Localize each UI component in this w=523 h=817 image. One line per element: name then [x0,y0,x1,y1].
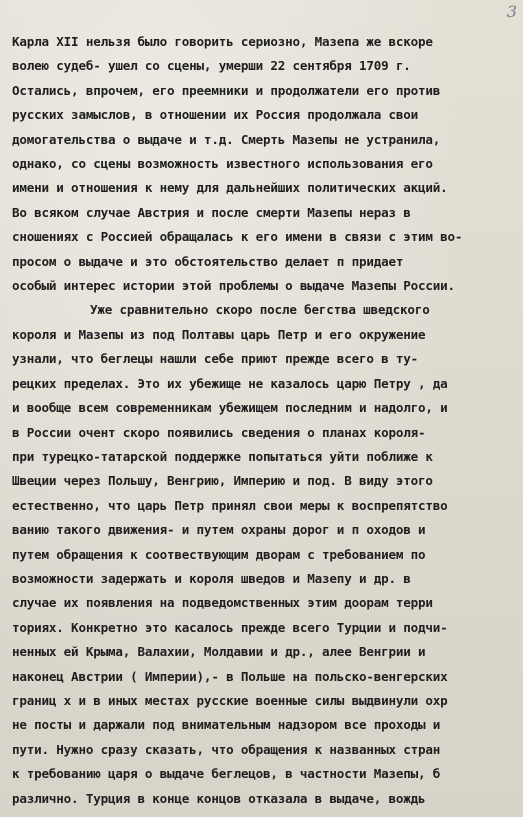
text-line: особый интерес истории этой проблемы о выдаче Мазепы России. [12,278,455,294]
text-line: границ х и в иных местах русские военные силы выдвинули охр [12,692,448,708]
text-line: путем обращения к соотвествующим дворам с требованием по [12,546,426,562]
text-line: ненных ей Крыма, Валахии, Молдавии и др., алее Венгрии и [12,644,426,660]
text-line: естественно, что царь Петр принял свои меры к воспрепятство [12,497,448,513]
text-line: не посты и даржали под внимательным надзором все проходы и [12,717,441,733]
text-line: пути. Нужно сразу сказать, что обращения к названных стран [12,741,441,757]
text-line: домогательства о выдаче и т.д. Смерть Мазепы не устранила, [12,131,441,147]
text-line: волею судеб- ушел со сцены, умерши 22 сентября 1709 г. [12,58,411,74]
text-line: возможности задержать и короля шведов и Мазепу и др. в [12,570,411,586]
text-line: короля и Мазепы из под Полтавы царь Петр и его окружение [12,326,426,342]
text-line: однако, со сцены возможность известного использования его [12,156,433,172]
text-line: наконец Австрии ( Империи),- в Польше на польско-венгерских [12,668,448,684]
text-line: к требованию царя о выдаче беглецов, в частности Мазепы, б [12,766,441,782]
text-line: сношениях с Россией обращалась к его имени в связи с этим во- [12,229,463,245]
text-line: имени и отношения к нему для дальнейших политических акций. [12,180,448,196]
text-line: Карла XII нельзя было говорить сериозно, Мазепа же вскоре [12,34,433,49]
text-line: Уже сравнительно скоро после бегства шведского [90,302,430,318]
text-line: Остались, впрочем, его преемники и продолжатели его против [12,82,441,98]
text-line: ванию такого движения- и путем охраны дорог и п оходов и [12,522,426,538]
text-line: ториях. Конкретно это касалось прежде всего Турции и подчи- [12,619,448,635]
text-line: Во всяком случае Австрия и после смерти Мазепы нераз в [12,204,411,220]
text-line: просом о выдаче и это обстоятельство делает п придает [12,253,404,269]
text-line: узнали, что беглецы нашли себе приют прежде всего в ту- [12,351,419,367]
text-line: случае их появления на подведомственных этим доорам терри [12,595,433,611]
text-line: рецких пределах. Это их убежище не казалось царю Петру , да [12,375,448,391]
text-line: и вообще всем современникам убежищем последним и надолго, и [12,400,448,416]
text-line: различно. Турция в конце концов отказала в выдаче, вождь [12,790,426,806]
text-line: в России очент скоро появились сведения о планах короля- [12,424,426,440]
text-line: русских замыслов, в отношении их Россия продолжала свои [12,107,419,123]
typed-text [12,30,517,811]
page-number: 3 [506,2,517,21]
text-line: Швеции через Польшу, Венгрию, Империю и под. В виду этого [12,473,433,489]
text-line: при турецко-татарской поддержке попытаться уйти поближе к [12,448,433,464]
